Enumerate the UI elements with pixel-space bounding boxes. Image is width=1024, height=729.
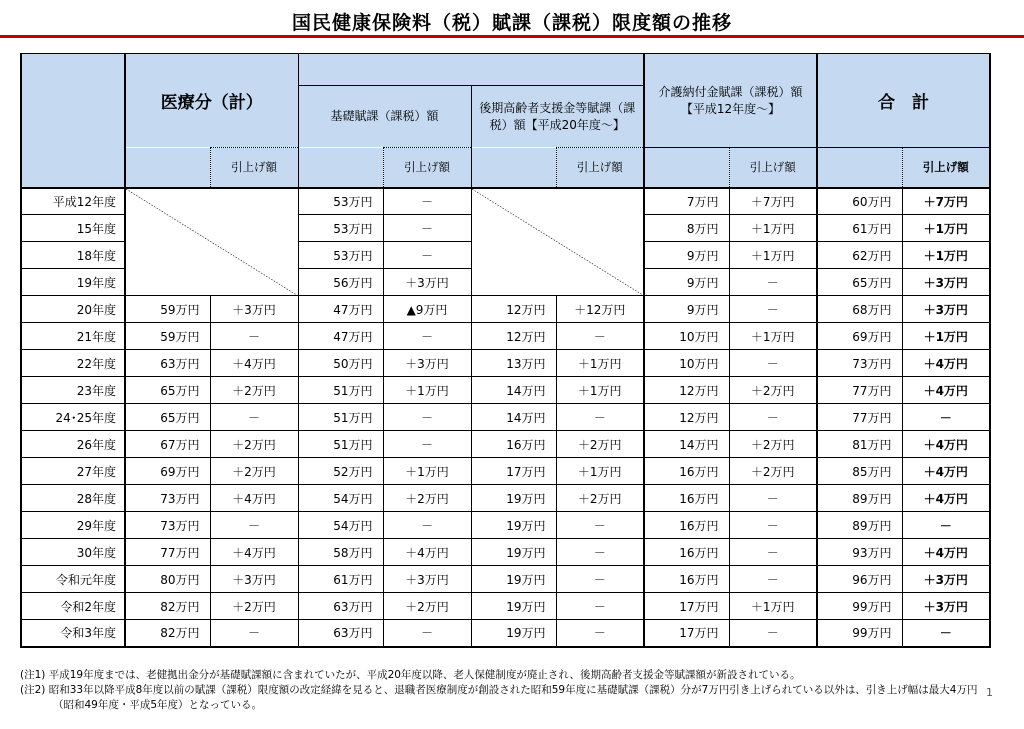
basic-increase: ＋1万円 [383, 458, 471, 485]
header-medical-spacer [298, 54, 644, 86]
medical-increase: － [210, 620, 298, 647]
care-increase: ＋2万円 [729, 458, 817, 485]
medical-value: 82万円 [125, 620, 210, 647]
care-value: 16万円 [644, 566, 729, 593]
elderly-increase: － [556, 620, 644, 647]
care-increase: － [729, 512, 817, 539]
care-value: 10万円 [644, 350, 729, 377]
elderly-value: 17万円 [471, 458, 556, 485]
table-row [21, 485, 990, 512]
table-row [21, 188, 990, 215]
notes [20, 668, 980, 713]
medical-value: 73万円 [125, 485, 210, 512]
medical-increase: ＋2万円 [210, 431, 298, 458]
table-row [21, 431, 990, 458]
medical-value: 69万円 [125, 458, 210, 485]
table-row [21, 620, 990, 647]
medical-value: 59万円 [125, 323, 210, 350]
total-increase: － [902, 512, 990, 539]
elderly-increase: ＋12万円 [556, 296, 644, 323]
row-year: 令和2年度 [21, 593, 125, 620]
elderly-value: 12万円 [471, 296, 556, 323]
table-row [21, 458, 990, 485]
basic-increase: ＋3万円 [383, 566, 471, 593]
care-value: 8万円 [644, 215, 729, 242]
total-value: 73万円 [817, 350, 902, 377]
elderly-value: 14万円 [471, 377, 556, 404]
medical-value: 59万円 [125, 296, 210, 323]
care-increase: ＋2万円 [729, 377, 817, 404]
total-increase: ＋4万円 [902, 458, 990, 485]
table-row [21, 350, 990, 377]
row-year: 20年度 [21, 296, 125, 323]
basic-value: 63万円 [298, 620, 383, 647]
care-increase: － [729, 404, 817, 431]
page-title: 国民健康保険料（税）賦課（課税）限度額の推移 [291, 12, 732, 34]
total-value: 81万円 [817, 431, 902, 458]
care-value: 9万円 [644, 296, 729, 323]
basic-increase: － [383, 188, 471, 215]
total-value: 69万円 [817, 323, 902, 350]
row-year: 21年度 [21, 323, 125, 350]
page-number: 1 [986, 686, 993, 699]
basic-increase: ＋3万円 [383, 269, 471, 296]
elderly-value: 19万円 [471, 566, 556, 593]
header-basic: 基礎賦課（課税）額 [298, 86, 471, 148]
care-increase: － [729, 620, 817, 647]
medical-value: 80万円 [125, 566, 210, 593]
basic-increase: － [383, 323, 471, 350]
header-elderly-increase: 引上げ額 [556, 148, 644, 188]
care-value: 12万円 [644, 377, 729, 404]
table-row [21, 323, 990, 350]
total-increase: － [902, 620, 990, 647]
total-value: 93万円 [817, 539, 902, 566]
basic-increase: ＋2万円 [383, 593, 471, 620]
medical-value: 65万円 [125, 404, 210, 431]
elderly-empty-diagonal [471, 188, 644, 296]
basic-increase: ＋4万円 [383, 539, 471, 566]
total-value: 96万円 [817, 566, 902, 593]
care-increase: ＋1万円 [729, 593, 817, 620]
row-year: 28年度 [21, 485, 125, 512]
basic-increase: － [383, 404, 471, 431]
medical-increase: ＋2万円 [210, 377, 298, 404]
basic-increase: － [383, 512, 471, 539]
basic-value: 53万円 [298, 188, 383, 215]
care-value: 9万円 [644, 269, 729, 296]
table-row [21, 539, 990, 566]
medical-increase: ＋2万円 [210, 593, 298, 620]
basic-value: 63万円 [298, 593, 383, 620]
care-increase: ＋1万円 [729, 323, 817, 350]
care-value: 14万円 [644, 431, 729, 458]
care-value: 16万円 [644, 512, 729, 539]
elderly-increase: － [556, 512, 644, 539]
row-year: 平成12年度 [21, 188, 125, 215]
care-increase: － [729, 296, 817, 323]
elderly-increase: － [556, 404, 644, 431]
total-value: 77万円 [817, 377, 902, 404]
row-year: 22年度 [21, 350, 125, 377]
basic-increase: ＋2万円 [383, 485, 471, 512]
total-value: 99万円 [817, 620, 902, 647]
care-value: 9万円 [644, 242, 729, 269]
total-value: 77万円 [817, 404, 902, 431]
care-increase: － [729, 350, 817, 377]
header-medical-increase: 引上げ額 [210, 148, 298, 188]
table-row [21, 296, 990, 323]
table-row [21, 512, 990, 539]
table-row [21, 566, 990, 593]
total-increase: ＋4万円 [902, 377, 990, 404]
header-basic-increase: 引上げ額 [383, 148, 471, 188]
medical-value: 77万円 [125, 539, 210, 566]
elderly-value: 19万円 [471, 485, 556, 512]
elderly-value: 14万円 [471, 404, 556, 431]
row-year: 29年度 [21, 512, 125, 539]
row-year: 27年度 [21, 458, 125, 485]
table-row [21, 593, 990, 620]
medical-increase: ＋3万円 [210, 296, 298, 323]
total-increase: ＋7万円 [902, 188, 990, 215]
medical-increase: ＋4万円 [210, 485, 298, 512]
total-value: 62万円 [817, 242, 902, 269]
total-value: 99万円 [817, 593, 902, 620]
elderly-increase: － [556, 566, 644, 593]
medical-increase: － [210, 323, 298, 350]
care-increase: ＋7万円 [729, 188, 817, 215]
table-row [21, 377, 990, 404]
care-increase: － [729, 485, 817, 512]
medical-increase: ＋4万円 [210, 539, 298, 566]
table-row [21, 404, 990, 431]
total-increase: ＋3万円 [902, 269, 990, 296]
medical-increase: － [210, 404, 298, 431]
basic-value: 61万円 [298, 566, 383, 593]
medical-empty-diagonal [125, 188, 298, 296]
title-underline [0, 35, 1024, 38]
elderly-increase: ＋2万円 [556, 431, 644, 458]
elderly-increase: － [556, 539, 644, 566]
care-value: 16万円 [644, 458, 729, 485]
total-value: 65万円 [817, 269, 902, 296]
row-year: 15年度 [21, 215, 125, 242]
total-increase: ＋4万円 [902, 539, 990, 566]
total-value: 68万円 [817, 296, 902, 323]
total-increase: ＋4万円 [902, 350, 990, 377]
basic-value: 58万円 [298, 539, 383, 566]
table-body [21, 188, 990, 647]
basic-value: 51万円 [298, 377, 383, 404]
row-year: 18年度 [21, 242, 125, 269]
medical-increase: ＋4万円 [210, 350, 298, 377]
care-increase: ＋2万円 [729, 431, 817, 458]
total-increase: ＋4万円 [902, 431, 990, 458]
total-increase: ＋1万円 [902, 242, 990, 269]
total-increase: ＋3万円 [902, 593, 990, 620]
care-increase: － [729, 269, 817, 296]
total-value: 85万円 [817, 458, 902, 485]
elderly-increase: ＋2万円 [556, 485, 644, 512]
care-value: 10万円 [644, 323, 729, 350]
row-year: 23年度 [21, 377, 125, 404]
basic-value: 47万円 [298, 323, 383, 350]
header-care: 介護納付金賦課（課税）額【平成12年度～】 [644, 54, 817, 148]
total-value: 89万円 [817, 512, 902, 539]
header-elderly: 後期高齢者支援金等賦課（課税）額【平成20年度～】 [471, 86, 644, 148]
care-value: 17万円 [644, 620, 729, 647]
elderly-value: 19万円 [471, 593, 556, 620]
care-value: 17万円 [644, 593, 729, 620]
basic-value: 50万円 [298, 350, 383, 377]
medical-value: 67万円 [125, 431, 210, 458]
note-1: (注1) 平成19年度までは、老健拠出金分が基礎賦課額に含まれていたが、平成20年度以降、老人保健制度が廃止され、後期高齢者支援金等賦課額が新設されている。 [20, 669, 801, 681]
basic-increase: ＋3万円 [383, 350, 471, 377]
total-increase: ＋3万円 [902, 566, 990, 593]
elderly-value: 12万円 [471, 323, 556, 350]
elderly-value: 19万円 [471, 512, 556, 539]
note-2: (注2) 昭和33年以降平成8年度以前の賦課（課税）限度額の改定経緯を見ると、退職者医療制度が創設された昭和59年度に基礎賦課（課税）分が7万円引き上げられている以外は、引き上げ幅は最大4万円（昭和49年度・平成5年度）となっている。 [20, 684, 978, 711]
basic-value: 54万円 [298, 485, 383, 512]
elderly-increase: ＋1万円 [556, 377, 644, 404]
basic-increase: ▲9万円 [383, 296, 471, 323]
total-increase: ＋1万円 [902, 215, 990, 242]
row-year: 26年度 [21, 431, 125, 458]
total-increase: ＋1万円 [902, 323, 990, 350]
care-value: 12万円 [644, 404, 729, 431]
total-increase: － [902, 404, 990, 431]
basic-value: 47万円 [298, 296, 383, 323]
medical-increase: ＋3万円 [210, 566, 298, 593]
care-increase: ＋1万円 [729, 242, 817, 269]
total-value: 60万円 [817, 188, 902, 215]
elderly-value: 13万円 [471, 350, 556, 377]
row-year: 24･25年度 [21, 404, 125, 431]
elderly-increase: ＋1万円 [556, 350, 644, 377]
basic-increase: － [383, 215, 471, 242]
basic-value: 53万円 [298, 242, 383, 269]
elderly-value: 19万円 [471, 620, 556, 647]
total-increase: ＋4万円 [902, 485, 990, 512]
header-care-increase: 引上げ額 [729, 148, 817, 188]
care-increase: － [729, 539, 817, 566]
care-value: 16万円 [644, 485, 729, 512]
row-year: 令和元年度 [21, 566, 125, 593]
basic-value: 51万円 [298, 404, 383, 431]
medical-value: 73万円 [125, 512, 210, 539]
basic-value: 54万円 [298, 512, 383, 539]
care-value: 7万円 [644, 188, 729, 215]
row-year: 令和3年度 [21, 620, 125, 647]
medical-increase: － [210, 512, 298, 539]
limit-table [20, 53, 991, 648]
elderly-value: 19万円 [471, 539, 556, 566]
header-medical-total: 医療分（計） [125, 54, 298, 148]
total-value: 61万円 [817, 215, 902, 242]
total-value: 89万円 [817, 485, 902, 512]
basic-value: 53万円 [298, 215, 383, 242]
care-increase: ＋1万円 [729, 215, 817, 242]
medical-value: 63万円 [125, 350, 210, 377]
medical-value: 65万円 [125, 377, 210, 404]
basic-value: 52万円 [298, 458, 383, 485]
elderly-increase: － [556, 323, 644, 350]
basic-value: 56万円 [298, 269, 383, 296]
medical-value: 82万円 [125, 593, 210, 620]
header-year-blank [21, 54, 125, 188]
basic-increase: － [383, 431, 471, 458]
medical-increase: ＋2万円 [210, 458, 298, 485]
total-increase: ＋3万円 [902, 296, 990, 323]
elderly-increase: ＋1万円 [556, 458, 644, 485]
basic-value: 51万円 [298, 431, 383, 458]
elderly-increase: － [556, 593, 644, 620]
row-year: 30年度 [21, 539, 125, 566]
basic-increase: ＋1万円 [383, 377, 471, 404]
care-increase: － [729, 566, 817, 593]
row-year: 19年度 [21, 269, 125, 296]
header-total-increase: 引上げ額 [902, 148, 990, 188]
basic-increase: － [383, 620, 471, 647]
care-value: 16万円 [644, 539, 729, 566]
elderly-value: 16万円 [471, 431, 556, 458]
header-total: 合 計 [817, 54, 990, 148]
basic-increase: － [383, 242, 471, 269]
